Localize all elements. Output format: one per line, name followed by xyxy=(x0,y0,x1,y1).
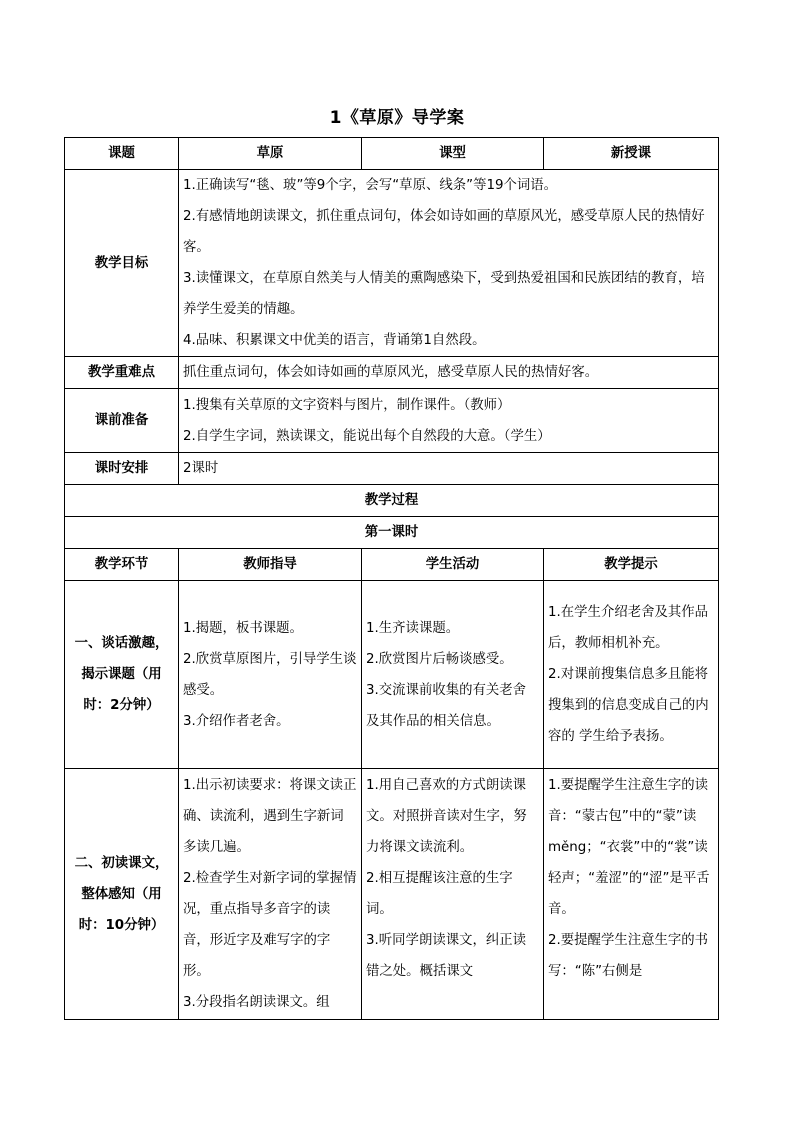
teacher-cell xyxy=(179,769,362,1020)
teacher-item: 3.介绍作者老舍。 xyxy=(183,713,290,729)
lesson-plan-table xyxy=(64,137,719,1020)
stage-row xyxy=(65,581,719,769)
preparation-item: 2.自学生字词，熟读课文，能说出每个自然段的大意。（学生） xyxy=(183,428,551,444)
key-points-row xyxy=(65,357,719,389)
teacher-item: 2.欣赏草原图片，引导学生谈感受。 xyxy=(183,651,357,698)
student-item: 2.相互提醒该注意的生字词。 xyxy=(366,871,513,917)
student-cell xyxy=(362,769,544,1020)
student-cell xyxy=(362,581,544,769)
tips-item: 2.对课前搜集信息多且能将搜集到的信息变成自己的内容的 学生给予表扬。 xyxy=(548,667,709,744)
objective-item: 2.有感情地朗读课文，抓住重点词句，体会如诗如画的草原风光，感受草原人民的热情好客。 xyxy=(183,209,705,255)
lesson-title-row xyxy=(65,517,719,549)
key-points-value: 抓住重点词句，体会如诗如画的草原风光，感受草原人民的热情好客。 xyxy=(179,357,719,389)
objectives-cell xyxy=(179,170,719,357)
type-value: 新授课 xyxy=(544,138,719,170)
teacher-item: 2.检查学生对新字词的掌握情况，重点指导多音字的读音，形近字及难写字的字形。 xyxy=(183,871,357,979)
tips-item: 1.在学生介绍老舍及其作品后，教师相机补充。 xyxy=(548,605,709,651)
stage-row xyxy=(65,769,719,1020)
key-points-label: 教学重难点 xyxy=(65,357,179,389)
column-header-row xyxy=(65,549,719,581)
type-label: 课型 xyxy=(362,138,544,170)
column-header-tips: 教学提示 xyxy=(544,549,719,581)
teacher-item: 1.揭题，板书课题。 xyxy=(183,620,303,636)
tips-cell xyxy=(544,581,719,769)
objective-item: 1.正确读写“毯、玻”等9个字，会写“草原、线条”等19个词语。 xyxy=(183,178,558,193)
student-item: 3.交流课前收集的有关老舍及其作品的相关信息。 xyxy=(366,682,527,729)
schedule-label: 课时安排 xyxy=(65,453,179,485)
page-title: 1《草原》导学案 xyxy=(329,108,465,128)
objective-item: 4.品味、积累课文中优美的语言，背诵第1自然段。 xyxy=(183,333,486,348)
stage-name: 二、初读课文，整体感知（用时：10分钟） xyxy=(65,769,179,1020)
column-header-stage: 教学环节 xyxy=(65,549,179,581)
header-row xyxy=(65,138,719,170)
schedule-row xyxy=(65,453,719,485)
student-item: 2.欣赏图片后畅谈感受。 xyxy=(366,651,513,667)
topic-value: 草原 xyxy=(179,138,362,170)
objectives-label: 教学目标 xyxy=(65,170,179,357)
preparation-row xyxy=(65,389,719,453)
preparation-label: 课前准备 xyxy=(65,389,179,453)
objective-item: 3.读懂课文，在草原自然美与人情美的熏陶感染下，受到热爱祖国和民族团结的教育，培养学生爱美的情趣。 xyxy=(183,271,705,317)
preparation-cell xyxy=(179,389,719,453)
column-header-teacher: 教师指导 xyxy=(179,549,362,581)
process-title-row xyxy=(65,485,719,517)
column-header-student: 学生活动 xyxy=(362,549,544,581)
lesson-title: 第一课时 xyxy=(65,517,719,549)
teacher-cell xyxy=(179,581,362,769)
student-item: 1.生齐读课题。 xyxy=(366,620,460,636)
student-item: 3.听同学朗读课文，纠正读错之处。概括课文 xyxy=(366,933,527,979)
topic-label: 课题 xyxy=(65,138,179,170)
tips-item: 2.要提醒学生注意生字的书写：“陈”右侧是 xyxy=(548,933,709,979)
student-clip xyxy=(366,770,539,1018)
stage-name: 一、谈话激趣，揭示课题（用时：2分钟） xyxy=(65,581,179,769)
tips-cell xyxy=(544,769,719,1020)
student-item: 1.用自己喜欢的方式朗读课文。对照拼音读对生字，努力将课文读流利。 xyxy=(366,778,527,855)
teacher-item: 1.出示初读要求：将课文读正确、读流利，遇到生字新词多读几遍。 xyxy=(183,778,357,855)
preparation-item: 1.搜集有关草原的文字资料与图片，制作课件。（教师） xyxy=(183,397,511,413)
schedule-value: 2课时 xyxy=(179,453,719,485)
teacher-item: 3.分段指名朗读课文。组 xyxy=(183,995,330,1010)
tips-item: 1.要提醒学生注意生字的读音：“蒙古包”中的“蒙”读měng；“衣裳”中的“裳”读轻声；“羞涩”的“涩”是平舌音。 xyxy=(548,778,710,917)
tips-clip xyxy=(548,770,714,1018)
teacher-clip xyxy=(183,770,357,1018)
objectives-row xyxy=(65,170,719,357)
process-title: 教学过程 xyxy=(65,485,719,517)
